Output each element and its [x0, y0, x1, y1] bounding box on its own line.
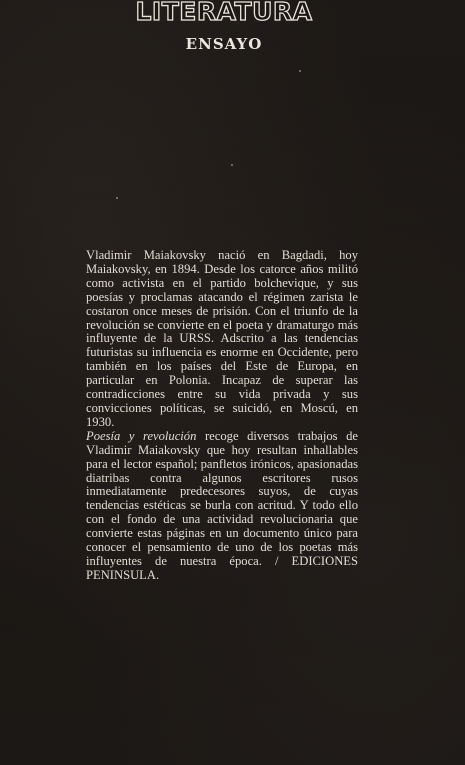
- decorative-speck: [231, 164, 233, 166]
- category-label: ENSAYO: [185, 35, 263, 53]
- decorative-speck: [116, 197, 118, 199]
- author-blurb: [86, 249, 358, 583]
- blurb-paragraph-book-text: recoge diversos trabajos de Vladimir Maiakovsky que hoy resultan inhallables para el lector español; panfletos irónicos, apasionadas diatribas contra algunos escritores rusos inmediatamente predecesores suyos, de cuyas tendencias estéticas se burla con acritud. Y todo ello con el fondo de una actividad revolucionaria que convierte estas páginas en un documento único para conocer el pensamiento de uno de los poetas más influyentes de nuestra época. / EDICIONES PENINSULA.: [86, 428, 358, 582]
- decorative-speck: [299, 70, 301, 72]
- series-title: LITERATURA: [135, 0, 313, 26]
- blurb-paragraph-book: [86, 430, 358, 583]
- book-title: Poesía y revolución: [86, 428, 197, 443]
- blurb-paragraph-biography: Vladimir Maiakovsky nació en Bagdadi, hoy Maiakovsky, en 1894. Desde los catorce años militó como activista en el partido bolchevique, y sus poesías y proclamas atacando el régimen zarista le costaron once meses de prisión. Con el triunfo de la revolución se convierte en el poeta y dramaturgo más influyente de la URSS. Adscrito a las tendencias futuristas su influencia es enorme en Occidente, pero también en los países del Este de Europa, en particular en Polonia. Incapaz de superar las contradicciones entre su vida privada y sus convicciones políticas, se suicidó, en Moscú, en 1930.: [86, 248, 358, 429]
